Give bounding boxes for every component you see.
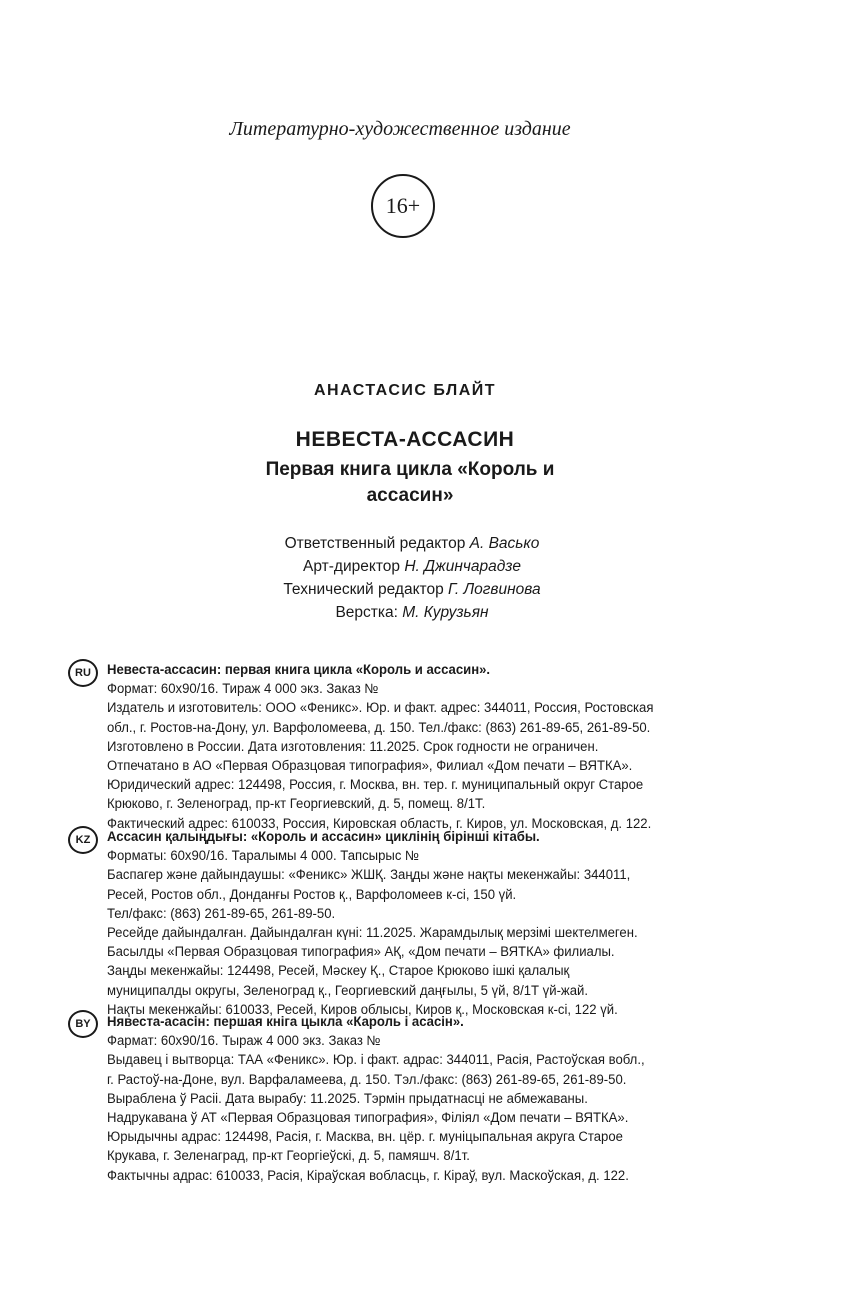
imprint-line: Басылды «Первая Образцовая типография» АҚ, «Дом печати – ВЯТКА» филиалы. (107, 944, 615, 960)
imprint-line: Выраблена ў Расіі. Дата вырабу: 11.2025. Тэрмін прыдатнасці не абмежаваны. (107, 1090, 588, 1106)
imprint-ru (107, 660, 744, 833)
imprint-line: Надрукавана ў АТ «Первая Образцовая типография», Філіял «Дом печати – ВЯТКА». (107, 1110, 629, 1126)
imprint-line: Крукава, г. Зеленаград, пр-кт Георгіеўскі, д. 5, памяшч. 8/1т. (107, 1148, 470, 1164)
imprint-kz (107, 827, 744, 1019)
imprint-line: Нақты мекенжайы: 610033, Ресей, Киров облысы, Киров қ., Московская к-сі, 122 үй. (107, 1001, 618, 1017)
subtitle-line: ассасин» (366, 485, 454, 506)
credit-row (0, 578, 824, 601)
language-badge-kz: KZ (68, 826, 98, 854)
credit-role: Верстка: (335, 604, 398, 621)
subtitle-line: Первая книга цикла «Король и (265, 459, 555, 480)
author-name: АНАСТАСИС БЛАЙТ (313, 382, 497, 399)
book-title: НЕВЕСТА-АССАСИН (295, 428, 515, 451)
imprint-line: Невеста-ассасин: первая книга цикла «Король и ассасин». (107, 662, 491, 677)
credit-name: А. Васько (469, 535, 540, 552)
imprint-line: Фармат: 60х90/16. Тыраж 4 000 экз. Заказ № (107, 1033, 381, 1049)
credit-name: М. Курузьян (402, 604, 489, 621)
genre-label: Литературно-художественное издание (229, 118, 571, 140)
credit-row (0, 601, 824, 624)
age-rating-badge: 16+ (371, 174, 435, 238)
credit-role: Технический редактор (283, 581, 444, 598)
credit-role: Арт-директор (303, 558, 400, 575)
imprint-line: Издатель и изготовитель: ООО «Феникс». Юр. и факт. адрес: 344011, Россия, Ростовская (107, 700, 654, 716)
language-badge-ru: RU (68, 659, 98, 687)
imprint-line: Баспагер және дайындаушы: «Феникс» ЖШҚ. Заңды және нақты мекенжайы: 344011, (107, 867, 631, 883)
imprint-line: Ресей, Ростов обл., Донданғы Ростов қ., Варфоломеев к-сі, 150 үй. (107, 886, 517, 902)
imprint-by (107, 1012, 744, 1185)
imprint-line: г. Растоў-на-Доне, вул. Варфаламеева, д. 150. Тэл./факс: (863) 261-89-65, 261-89-50. (107, 1071, 627, 1087)
imprint-line: муниципалды округы, Зеленоград қ., Георгиевский даңғылы, 5 үй, 8/1Т үй-жай. (107, 982, 588, 998)
imprint-line: Юрыдычны адрас: 124498, Расія, г. Масква, вн. цёр. г. муніцыпальная акруга Старое (107, 1129, 623, 1145)
imprint-line: Тел/факс: (863) 261-89-65, 261-89-50. (107, 905, 336, 921)
imprint-line: Крюково, г. Зеленоград, пр-кт Георгиевский, д. 5, помещ. 8/1Т. (107, 796, 486, 812)
credit-role: Ответственный редактор (284, 535, 466, 552)
imprint-line: обл., г. Ростов-на-Дону, ул. Варфоломеева, д. 150. Тел./факс: (863) 261-89-65, 261-89-50. (107, 719, 651, 735)
credit-name: Г. Логвинова (448, 581, 541, 598)
imprint-line: Нявеста-асасін: першая кніга цыкла «Кароль і асасін». (107, 1014, 464, 1029)
imprint-line: Ресейде дайындалған. Дайындалған күні: 11.2025. Жарамдылық мерзімі шектелмеген. (107, 925, 638, 941)
imprint-line: Отпечатано в АО «Первая Образцовая типография», Филиал «Дом печати – ВЯТКА». (107, 758, 633, 774)
imprint-line: Форматы: 60х90/16. Таралымы 4 000. Тапсырыс № (107, 848, 420, 864)
credits-block (0, 532, 824, 624)
imprint-line: Фактический адрес: 610033, Россия, Кировская область, г. Киров, ул. Московская, д. 122. (107, 815, 652, 831)
credit-row (0, 555, 824, 578)
imprint-line: Выдавец і вытворца: ТАА «Феникс». Юр. і факт. адрас: 344011, Расія, Растоўская вобл., (107, 1052, 645, 1068)
credit-row (0, 532, 824, 555)
imprint-line: Юридический адрес: 124498, Россия, г. Москва, вн. тер. г. муниципальный округ Старое (107, 777, 644, 793)
language-badge-by: BY (68, 1010, 98, 1038)
imprint-line: Ассасин қалыңдығы: «Король и ассасин» циклінің бірінші кітабы. (107, 829, 540, 844)
credit-name: Н. Джинчарадзе (404, 558, 521, 575)
imprint-line: Изготовлено в России. Дата изготовления: 11.2025. Срок годности не ограничен. (107, 738, 599, 754)
imprint-line: Фактычны адрас: 610033, Расія, Кіраўская вобласць, г. Кіраў, вул. Маскоўская, д. 122. (107, 1167, 629, 1183)
imprint-line: Заңды мекенжайы: 124498, Ресей, Мәскеу Қ., Старое Крюково ішкі қалалық (107, 963, 570, 979)
imprint-line: Формат: 60x90/16. Тираж 4 000 экз. Заказ № (107, 681, 379, 697)
book-subtitle (240, 457, 580, 509)
